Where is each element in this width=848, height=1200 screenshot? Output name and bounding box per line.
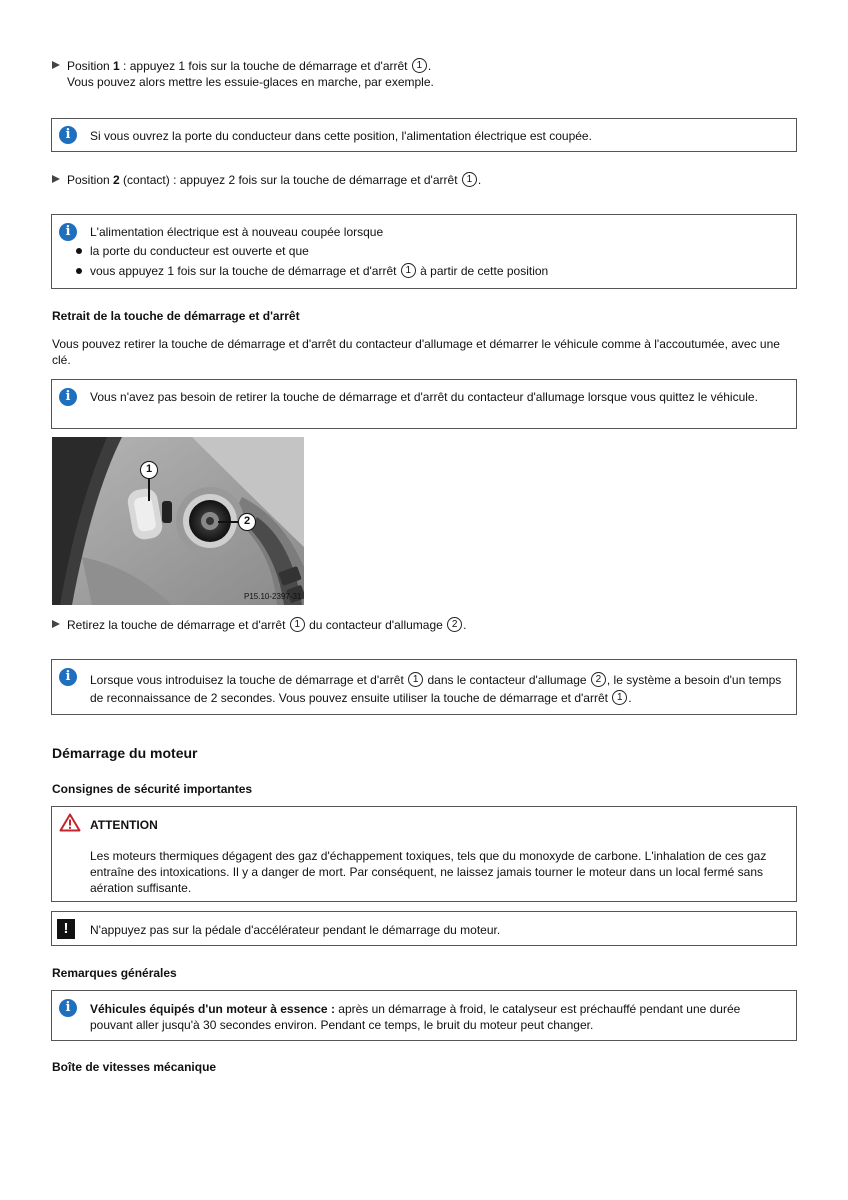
section-heading-demarrage: Démarrage du moteur	[52, 745, 198, 761]
info-icon: i	[59, 388, 77, 406]
callout-2-label: 2	[238, 513, 256, 531]
attention-title: ATTENTION	[90, 818, 158, 832]
bullet-dot-icon	[76, 268, 82, 274]
attention-box	[51, 806, 797, 902]
info-box-no-removal: i Vous n'avez pas besoin de retirer la touche de démarrage et d'arrêt du contacteur d'allumage lorsque vous quittez le véhicule.	[51, 379, 797, 429]
callout-2-badge: 2	[591, 672, 606, 687]
step-1-line2: Vous pouvez alors mettre les essuie-glaces en marche, par exemple.	[67, 75, 434, 89]
arrow-bullet-icon	[52, 620, 60, 628]
callout-1-badge: 1	[612, 690, 627, 705]
ignition-switch-photo	[52, 437, 304, 605]
callout-1-leader	[148, 479, 150, 501]
subheading-securite: Consignes de sécurité importantes	[52, 782, 253, 796]
callout-1-badge: 1	[462, 172, 477, 187]
list-item: la porte du conducteur est ouverte et que	[52, 243, 784, 259]
ignition-photo-illustration	[52, 437, 304, 605]
info-icon: i	[59, 126, 77, 144]
bullet-dot-icon	[76, 248, 82, 254]
arrow-bullet-icon	[52, 175, 60, 183]
info-box-essence: i Véhicules équipés d'un moteur à essence : après un démarrage à froid, le catalyseur est préchauffé pendant une durée pouvant aller jusqu'à 30 secondes environ. Pendant ce temps, le bruit du moteur peut changer.	[51, 990, 797, 1041]
callout-2-leader	[218, 521, 238, 523]
info-box-power-off: i L'alimentation électrique est à nouveau coupée lorsque la porte du conducteur est ouverte et que vous appuyez 1 fois sur la touche de démarrage et d'arrêt 1 à partir de cette position	[51, 214, 797, 289]
figure-code: P15.10-2397-31	[244, 592, 302, 601]
notice-box-accelerator: ! N'appuyez pas sur la pédale d'accélérateur pendant le démarrage du moteur.	[51, 911, 797, 946]
info-icon: i	[59, 223, 77, 241]
warning-triangle-icon	[59, 813, 81, 832]
section-heading-retrait: Retrait de la touche de démarrage et d'arrêt	[52, 309, 300, 323]
step-position-2: Position 2 (contact) : appuyez 2 fois sur la touche de démarrage et d'arrêt 1 .	[52, 172, 797, 188]
step-position-1: Position 1 : appuyez 1 fois sur la touche de démarrage et d'arrêt 1 . Vous pouvez alors mettre les essuie-glaces en marche, par exemple.	[52, 58, 797, 90]
arrow-bullet-icon	[52, 61, 60, 69]
info-icon: i	[59, 668, 77, 686]
callout-1-badge: 1	[412, 58, 427, 73]
callout-2-badge: 2	[447, 617, 462, 632]
callout-1-badge: 1	[290, 617, 305, 632]
info-box-recognition: i Lorsque vous introduisez la touche de démarrage et d'arrêt 1 dans le contacteur d'allumage 2 , le système a besoin d'un temps de reconnaissance de 2 secondes. Vous pouvez ensuite utiliser la touche de démarrage et d'arrêt 1 .	[51, 659, 797, 715]
callout-1-badge: 1	[401, 263, 416, 278]
section-heading-remarques: Remarques générales	[52, 966, 177, 980]
paragraph-retrait: Vous pouvez retirer la touche de démarrage et d'arrêt du contacteur d'allumage et démarrer le véhicule comme à l'accoutumée, avec une clé.	[52, 337, 780, 367]
callout-1-label: 1	[140, 461, 158, 479]
step-remove-key: Retirez la touche de démarrage et d'arrêt 1 du contacteur d'allumage 2 .	[52, 617, 797, 633]
callout-1-badge: 1	[408, 672, 423, 687]
exclamation-icon: !	[57, 919, 75, 939]
info-icon: i	[59, 999, 77, 1017]
list-item: vous appuyez 1 fois sur la touche de démarrage et d'arrêt 1 à partir de cette position	[52, 263, 784, 279]
attention-text: Les moteurs thermiques dégagent des gaz d'échappement toxiques, tels que du monoxyde de carbone. L'inhalation de ces gaz entraîne des intoxications. Il y a danger de mort. Par conséquent, ne laissez jamais tourner le moteur dans un local fermé sans aération suffisante.	[90, 849, 767, 895]
section-heading-boite: Boîte de vitesses mécanique	[52, 1060, 217, 1074]
info-box-door: i Si vous ouvrez la porte du conducteur dans cette position, l'alimentation électrique est coupée.	[51, 118, 797, 152]
